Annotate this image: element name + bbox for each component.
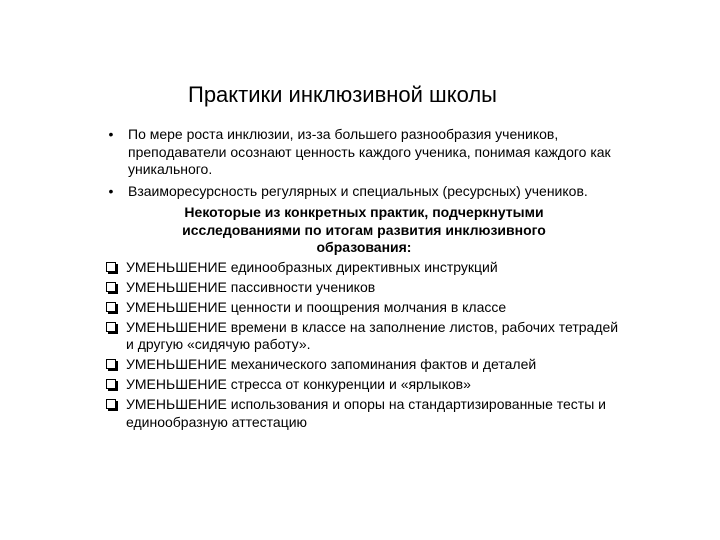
bullet-list: [104, 126, 624, 200]
checklist-item: [104, 356, 624, 374]
checkbox-icon: [106, 379, 116, 389]
checkbox-icon: [106, 359, 116, 369]
checklist-item: [104, 259, 624, 277]
checklist-item: [104, 299, 624, 317]
checklist-text: УМЕНЬШЕНИЕ механического запоминания фактов и деталей: [126, 356, 537, 372]
checklist-item: [104, 376, 624, 394]
slide-title: Практики инклюзивной школы: [188, 82, 497, 107]
bullet-icon: •: [108, 126, 114, 142]
bullet-text: По мере роста инклюзии, из-за большего разнообразия учеников, преподаватели осознают ценность каждого ученика, понимая каждого как уникального.: [128, 126, 611, 177]
slide-body: [104, 126, 624, 434]
checklist-text: УМЕНЬШЕНИЕ пассивности учеников: [126, 278, 376, 295]
checklist-item: [104, 396, 624, 431]
checkbox-icon: [106, 322, 116, 332]
checklist-text: УМЕНЬШЕНИЕ ценности и поощрения молчания в классе: [126, 298, 507, 315]
checklist-item: [104, 319, 624, 354]
checklist: [104, 259, 624, 432]
checkbox-icon: [106, 282, 116, 292]
checklist-text: УМЕНЬШЕНИЕ использования и опоры на стандартизированные тесты и единообразную аттестацию: [126, 396, 606, 430]
practices-subheading: Некоторые из конкретных практик, подчеркнутыми исследованиями по итогам развития инклюзивного образования:: [182, 204, 546, 255]
checkbox-icon: [106, 262, 116, 272]
checklist-text: УМЕНЬШЕНИЕ времени в классе на заполнение листов, рабочих тетрадей и другую «сидячую работу».: [126, 318, 619, 352]
checkbox-icon: [106, 302, 116, 312]
bullet-item: [104, 126, 624, 179]
checkbox-icon: [106, 399, 116, 409]
checklist-item: [104, 279, 624, 297]
bullet-icon: •: [108, 182, 114, 199]
bullet-text: Взаиморесурсность регулярных и специальных (ресурсных) учеников.: [128, 182, 588, 199]
checklist-text: УМЕНЬШЕНИЕ единообразных директивных инструкций: [126, 258, 498, 275]
checklist-text: УМЕНЬШЕНИЕ стресса от конкуренции и «ярлыков»: [126, 376, 471, 392]
bullet-item: [104, 183, 624, 201]
